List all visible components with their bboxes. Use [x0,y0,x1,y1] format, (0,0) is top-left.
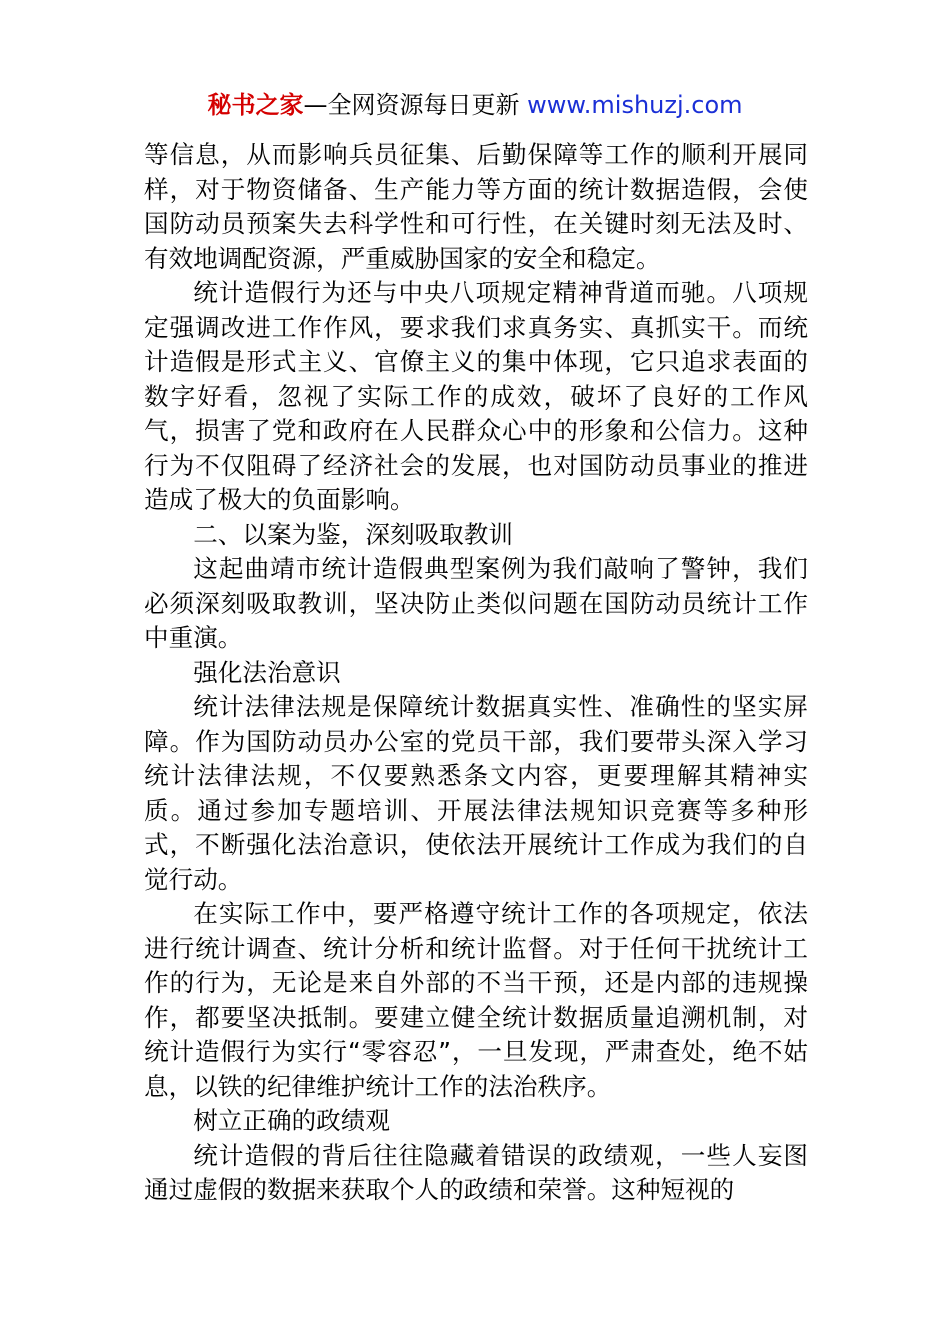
brand-name: 秘书之家 [207,91,304,119]
website-link[interactable]: www.mishuzj.com [527,91,743,119]
section-heading: 二、以案为鉴，深刻吸取教训 [193,519,513,549]
paragraph: 在实际工作中，要严格遵守统计工作的各项规定，依法进行统计调查、统计分析和统计监督。对于任何干扰统计工作的行为，无论是来自外部的不当干预，还是内部的违规操作，都要坚决抵制。要建立健全统计数据质量追溯机制，对统计造假行为实行“零容忍”，一旦发现，严肃查处，绝不姑息，以铁的纪律维护统计工作的法治秩序。 [144,899,808,1101]
page-header [0,88,950,122]
header-tagline: —全网资源每日更新 [303,91,520,119]
paragraph: 这起曲靖市统计造假典型案例为我们敲响了警钟，我们必须深刻吸取教训，坚决防止类似问题在国防动员统计工作中重演。 [144,554,808,652]
paragraph: 统计造假的背后往往隐藏着错误的政绩观，一些人妄图通过虚假的数据来获取个人的政绩和荣誉。这种短视的 [144,1140,808,1204]
subsection-heading: 树立正确的政绩观 [193,1106,390,1135]
subsection-heading: 强化法治意识 [193,657,341,687]
document-body [144,138,808,1208]
paragraph: 统计造假行为还与中央八项规定精神背道而驰。八项规定强调改进工作作风，要求我们求真务实、真抓实干。而统计造假是形式主义、官僚主义的集中体现，它只追求表面的数字好看，忽视了实际工作的成效，破坏了良好的工作风气，损害了党和政府在人民群众心中的形象和公信力。这种行为不仅阻碍了经济社会的发展，也对国防动员事业的推进造成了极大的负面影响。 [144,278,808,514]
paragraph: 统计法律法规是保障统计数据真实性、准确性的坚实屏障。作为国防动员办公室的党员干部，我们要带头深入学习统计法律法规，不仅要熟悉条文内容，更要理解其精神实质。通过参加专题培训、开展法律法规知识竞赛等多种形式，不断强化法治意识，使依法开展统计工作成为我们的自觉行动。 [144,692,808,894]
paragraph-continued: 等信息，从而影响兵员征集、后勤保障等工作的顺利开展同样，对于物资储备、生产能力等方面的统计数据造假，会使国防动员预案失去科学性和可行性，在关键时刻无法及时、有效地调配资源，严重威胁国家的安全和稳定。 [144,140,808,273]
